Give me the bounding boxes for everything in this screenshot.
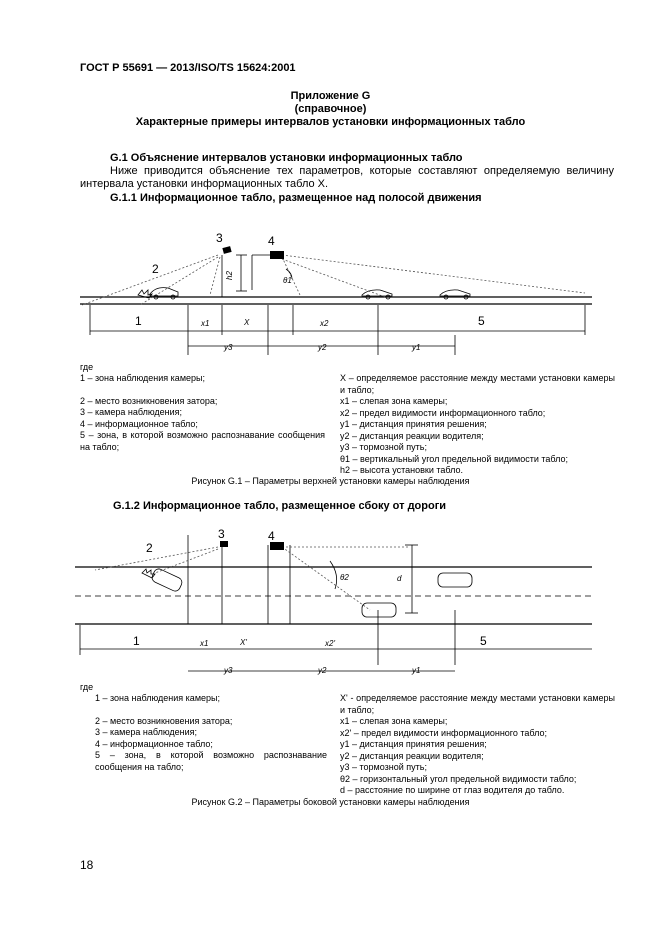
section-paragraph: Ниже приводится объяснение тех параметров, которые составляют определяемую величину интервала установки информационных табло X.	[80, 165, 614, 190]
fig2-label-theta2: θ2	[340, 573, 349, 582]
fig2-label-5: 5	[480, 634, 487, 648]
legend-item: y3 – тормозной путь;	[340, 442, 427, 452]
legend-item: 4 – информационное табло;	[80, 418, 198, 429]
fig1-label-y3: y3	[224, 343, 233, 352]
fig2-label-d: d	[397, 574, 402, 583]
fig2-label-1: 1	[133, 634, 140, 648]
fig2-label-x2: x2'	[325, 639, 335, 648]
document-header: ГОСТ Р 55691 — 2013/ISO/TS 15624:2001	[80, 62, 296, 74]
legend-item: x1 – слепая зона камеры;	[340, 716, 448, 726]
page-number: 18	[80, 858, 94, 872]
fig2-label-3: 3	[218, 527, 225, 541]
legend-item: x2 – предел видимости информационного табло;	[340, 407, 546, 418]
annex-heading: Характерные примеры интервалов установки информационных табло	[135, 116, 526, 128]
legend-item: y3 – тормозной путь;	[340, 762, 427, 772]
annex-title: Приложение G	[290, 90, 371, 102]
fig2-label-y1: y1	[412, 666, 421, 675]
fig2-legend-left	[95, 693, 327, 773]
legend-item: θ1 – вертикальный угол предельной видимости табло;	[340, 453, 569, 464]
fig1-where: где	[80, 362, 94, 372]
figure-g1-diagram	[0, 225, 661, 360]
fig2-where: где	[80, 682, 94, 692]
figure-g2-diagram	[0, 525, 661, 680]
fig1-label-2: 2	[152, 262, 159, 276]
legend-item: 4 – информационное табло;	[95, 738, 213, 749]
fig1-label-4: 4	[268, 234, 275, 248]
fig2-label-2: 2	[146, 541, 153, 555]
fig1-label-x2: x2	[320, 319, 329, 328]
annex-subtitle: (справочное)	[294, 103, 367, 115]
legend-item: x2' – предел видимости информационного табло;	[340, 727, 548, 738]
fig1-label-h2: h2	[225, 271, 234, 280]
legend-item: x1 – слепая зона камеры;	[340, 396, 448, 406]
figure-g1-caption: Рисунок G.1 – Параметры верхней установки камеры наблюдения	[191, 476, 470, 486]
legend-item: d – расстояние по ширине от глаз водителя до табло.	[340, 785, 565, 795]
figure-g2-caption: Рисунок G.2 – Параметры боковой установки камеры наблюдения	[191, 797, 470, 807]
fig1-label-theta1: θ1	[283, 276, 292, 285]
fig2-label-x1: x1	[200, 639, 209, 648]
legend-item: 1 – зона наблюдения камеры;	[95, 693, 220, 703]
subsection-heading-g11: G.1.1 Информационное табло, размещенное над полосой движения	[110, 192, 482, 204]
legend-item: 3 – камера наблюдения;	[95, 727, 198, 737]
fig1-label-y2: y2	[318, 343, 327, 352]
legend-item: 5 – зона, в которой возможно распознавание сообщения на табло;	[80, 430, 325, 452]
legend-item: y1 – дистанция принятия решения;	[340, 419, 487, 429]
section-heading-g1: G.1 Объяснение интервалов установки информационных табло	[110, 152, 463, 164]
fig1-label-X: X	[244, 318, 250, 327]
legend-item: θ2 – горизонтальный угол предельной видимости табло;	[340, 773, 577, 784]
fig1-legend-right	[340, 373, 615, 477]
legend-item: 2 – место возникновения затора;	[80, 395, 218, 406]
legend-item: y2 – дистанция реакции водителя;	[340, 430, 484, 441]
fig2-label-4: 4	[268, 529, 275, 543]
legend-item: X' - определяемое расстояние между местами установки камеры и табло;	[340, 693, 615, 715]
legend-item: y2 – дистанция реакции водителя;	[340, 750, 484, 761]
fig1-label-3: 3	[216, 231, 223, 245]
fig2-label-X: X'	[240, 638, 247, 647]
legend-item: 1 – зона наблюдения камеры;	[80, 373, 205, 383]
subsection-heading-g12: G.1.2 Информационное табло, размещенное сбоку от дороги	[113, 500, 447, 512]
legend-item: h2 – высота установки табло.	[340, 465, 463, 475]
legend-item: 3 – камера наблюдения;	[80, 407, 183, 417]
legend-item: X – определяемое расстояние между местами установки камеры и табло;	[340, 373, 615, 395]
fig1-label-y1: y1	[412, 343, 421, 352]
fig1-label-5: 5	[478, 314, 485, 328]
fig2-label-y2: y2	[318, 666, 327, 675]
fig2-legend-right	[340, 693, 615, 797]
legend-item: y1 – дистанция принятия решения;	[340, 739, 487, 749]
fig1-label-x1: x1	[201, 319, 210, 328]
fig2-label-y3: y3	[224, 666, 233, 675]
fig1-legend-left	[80, 373, 325, 453]
legend-item: 5 – зона, в которой возможно распознавание сообщения на табло;	[95, 750, 327, 772]
legend-item: 2 – место возникновения затора;	[95, 715, 233, 726]
fig1-label-1: 1	[135, 314, 142, 328]
